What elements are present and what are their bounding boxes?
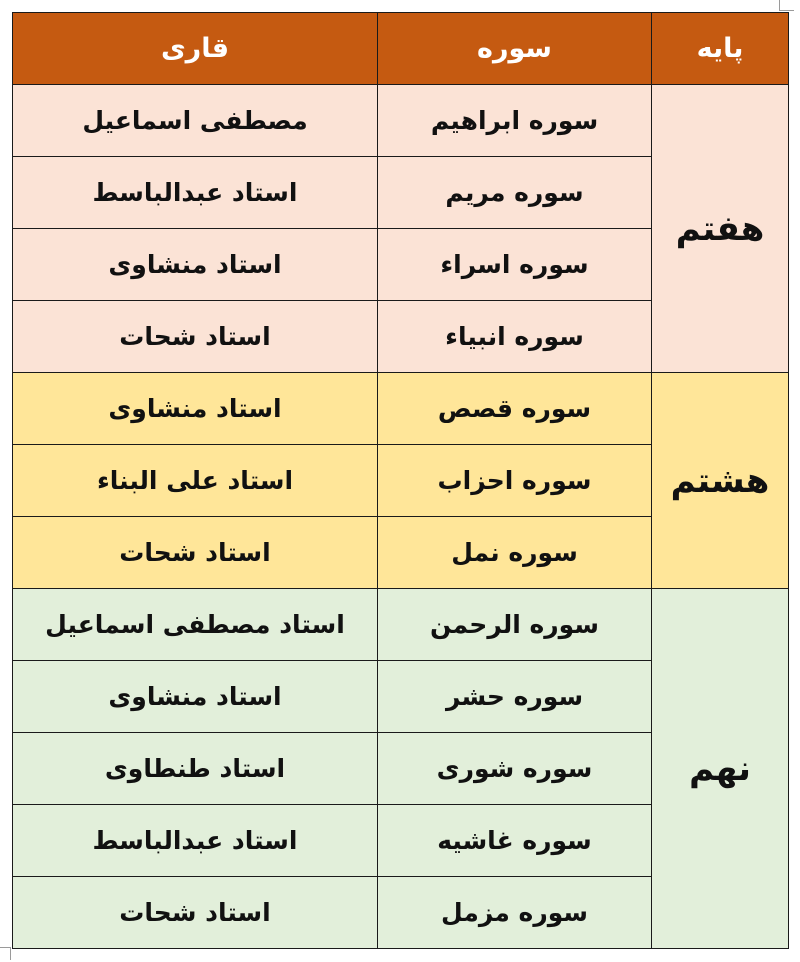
reciter-cell: استاد عبدالباسط	[13, 157, 378, 229]
header-reciter: قاری	[13, 13, 378, 85]
grade-cell-eighth: هشتم	[652, 373, 789, 589]
surah-cell: سوره اسراء	[378, 229, 652, 301]
reciter-cell: استاد شحات	[13, 517, 378, 589]
surah-cell: سوره نمل	[378, 517, 652, 589]
reciter-cell: مصطفی اسماعیل	[13, 85, 378, 157]
reciter-cell: استاد طنطاوی	[13, 733, 378, 805]
recitation-table	[12, 12, 789, 949]
surah-cell: سوره احزاب	[378, 445, 652, 517]
grade-cell-seventh: هفتم	[652, 85, 789, 373]
table-row	[13, 373, 789, 445]
header-surah: سوره	[378, 13, 652, 85]
table-row	[13, 85, 789, 157]
reciter-cell: استاد منشاوی	[13, 661, 378, 733]
reciter-cell: استاد منشاوی	[13, 229, 378, 301]
surah-cell: سوره انبیاء	[378, 301, 652, 373]
surah-cell: سوره حشر	[378, 661, 652, 733]
surah-cell: سوره الرحمن	[378, 589, 652, 661]
surah-cell: سوره قصص	[378, 373, 652, 445]
surah-cell: سوره شوری	[378, 733, 652, 805]
reciter-cell: استاد شحات	[13, 877, 378, 949]
grade-cell-ninth: نهم	[652, 589, 789, 949]
reciter-cell: استاد منشاوی	[13, 373, 378, 445]
reciter-cell: استاد مصطفی اسماعیل	[13, 589, 378, 661]
surah-cell: سوره مزمل	[378, 877, 652, 949]
reciter-cell: استاد علی البناء	[13, 445, 378, 517]
page-corner-mark-top-right	[779, 0, 794, 11]
header-grade: پایه	[652, 13, 789, 85]
surah-cell: سوره مریم	[378, 157, 652, 229]
page-corner-mark-bottom-left	[0, 947, 11, 960]
surah-cell: سوره غاشیه	[378, 805, 652, 877]
surah-cell: سوره ابراهیم	[378, 85, 652, 157]
reciter-cell: استاد عبدالباسط	[13, 805, 378, 877]
table-row	[13, 589, 789, 661]
reciter-cell: استاد شحات	[13, 301, 378, 373]
header-row	[13, 13, 789, 85]
